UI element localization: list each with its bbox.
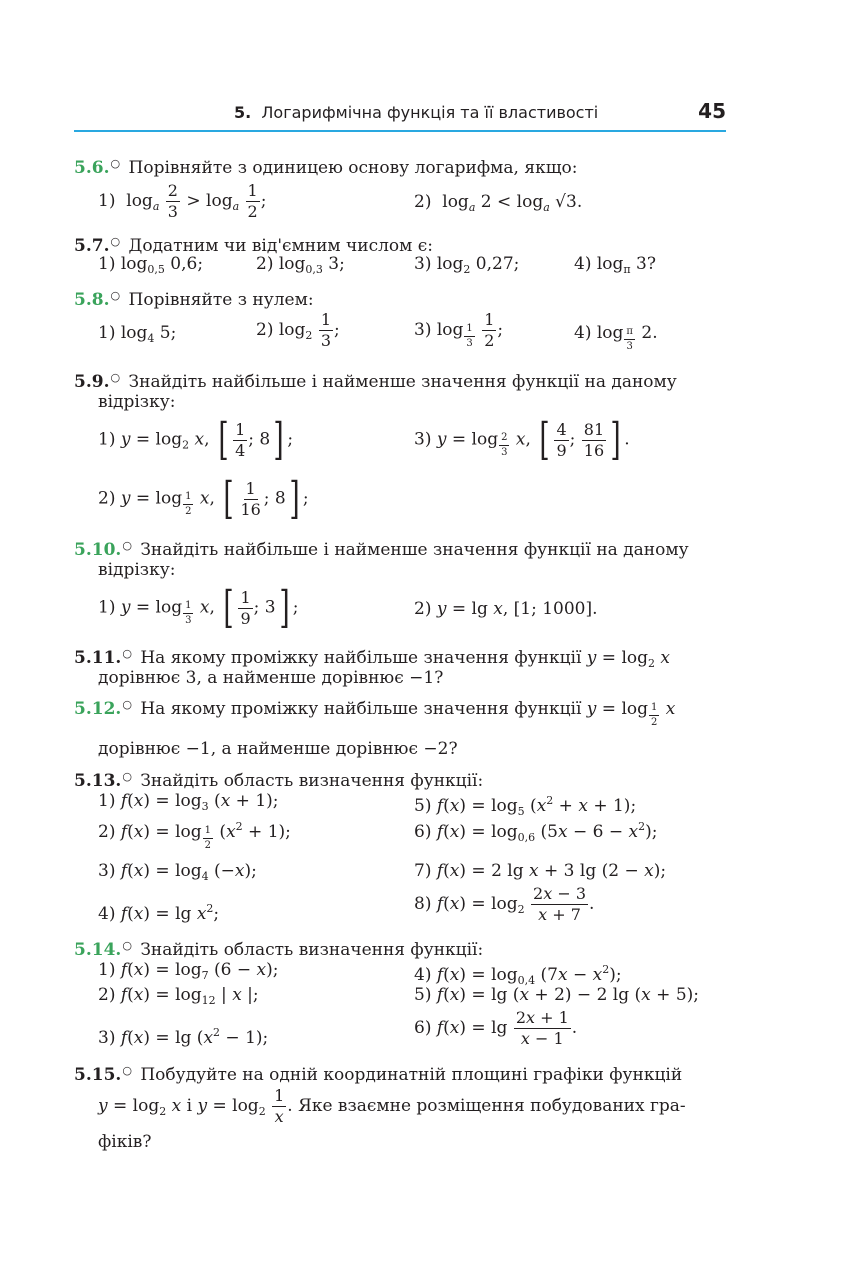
exercise-5-10: 5.10.○ Знайдіть найбільше і найменше значення функції на даному xyxy=(74,539,689,560)
exercise-5-8: 5.8.○ Порівняйте з нулем: xyxy=(74,289,314,310)
task-5-9-3: 3) y = log $_{\frac{2}{3}}$ x, [ $\frac{4}{9}$ ; $\frac{81}{16}$ ] . xyxy=(414,414,630,465)
exercise-5-13: 5.13.○ Знайдіть область визначення функції: xyxy=(74,770,484,791)
task-5-8-3: 3) log $_{\frac{1}{3}}$ $\frac{1}{2}$ ; xyxy=(414,310,504,350)
exercise-text-cont: фіків? xyxy=(98,1132,152,1152)
task-5-13-4: 4) $f(x) = \lg x^2$; xyxy=(98,902,220,924)
exercise-5-11: 5.11.○ На якому проміжку найбільше значення функції $y = \log_2 x$ xyxy=(74,647,671,670)
exercise-5-9: 5.9.○ Знайдіть найбільше і найменше значення функції на даному xyxy=(74,371,677,392)
task-5-6-2: 2) $\log_a 2 < \log_a √3$. xyxy=(414,192,583,214)
exercise-number: 5.13. xyxy=(74,771,122,791)
exercise-text: Побудуйте на одній координатній площині графіки функцій xyxy=(140,1065,683,1085)
task-5-7-3: 3) $\log_2 0,27$; xyxy=(414,254,520,276)
task-5-14-4: 4) $f(x) = \log_{0,4} (7x - x^2)$; xyxy=(414,963,622,987)
page-number: 45 xyxy=(698,99,726,123)
task-5-14-2: 2) $f(x) = \log_{12}$ | x |; xyxy=(98,985,259,1007)
formula: y = log $_{\frac{1}{2}}$ x xyxy=(586,699,676,728)
exercise-text: Додатним чи від'ємним числом є: xyxy=(128,236,434,256)
exercise-5-14: 5.14.○ Знайдіть область визначення функції: xyxy=(74,939,484,960)
task-5-13-5: 5) $f(x) = \log_5 (x^2 + x + 1)$; xyxy=(414,794,637,818)
exercise-text-cont: дорівнює 3, а найменше дорівнює −1? xyxy=(98,668,444,688)
task-5-14-5: 5) f(x) = lg (x + 2) − 2 lg (x + 5); xyxy=(414,985,699,1005)
exercise-number: 5.7. xyxy=(74,236,110,256)
exercise-text: Знайдіть область визначення функції: xyxy=(140,940,484,960)
task-5-14-3: 3) $f(x) = \lg (x^2 - 1)$; xyxy=(98,1026,269,1048)
task-5-13-6: 6) $f(x) = \log_{0,6} (5x - 6 - x^2)$; xyxy=(414,820,658,844)
exercise-text: Знайдіть найбільше і найменше значення функції на даному xyxy=(128,372,677,392)
task-5-14-6: 6) f(x) = lg $\frac{2x + 1}{x - 1}$ . xyxy=(414,1008,578,1048)
task-5-10-2: 2) y = lg x, [1; 1000]. xyxy=(414,599,598,619)
task-5-8-2: 2) $\log_2$ $\frac{1}{3}$ ; xyxy=(256,310,340,350)
exercise-text: Порівняйте з нулем: xyxy=(128,290,314,310)
task-5-8-1: 1) $\log_4 5$; xyxy=(98,323,177,345)
task-5-6-1: 1) $\log_a$ $\frac{2}{3}$ > $\log_a$ $\frac{1}{2}$ ; xyxy=(98,181,267,221)
formula: $y = \log_2 x$ xyxy=(586,648,671,670)
chapter-title xyxy=(234,103,598,122)
exercise-text: Знайдіть найбільше і найменше значення функції на даному xyxy=(140,540,689,560)
exercise-number: 5.11. xyxy=(74,648,122,668)
task-5-7-1: 1) $\log_{0,5} 0,6$; xyxy=(98,254,204,276)
exercise-text: Порівняйте з одиницею основу логарифма, якщо: xyxy=(128,158,578,178)
exercise-text-cont: відрізку: xyxy=(98,392,176,412)
exercise-5-15: 5.15.○ Побудуйте на одній координатній площині графіки функцій xyxy=(74,1064,683,1085)
task-5-8-4: 4) log $_{\frac{\pi}{3}}$ 2. xyxy=(574,323,658,352)
task-5-7-2: 2) $\log_{0,3} 3$; xyxy=(256,254,345,276)
task-5-13-7: 7) f(x) = 2 lg x + 3 lg (2 − x); xyxy=(414,861,667,881)
exercise-number: 5.8. xyxy=(74,290,110,310)
task-5-9-1: 1) $y = \log_2 x$, [ $\frac{1}{4}$ ; 8] ; xyxy=(98,414,294,465)
task-5-13-8: 8) $f(x) = \log_2$ $\frac{2x - 3}{x + 7}$ . xyxy=(414,884,595,924)
exercise-number: 5.12. xyxy=(74,699,122,719)
exercise-text: На якому проміжку найбільше значення функції xyxy=(140,699,582,719)
exercise-number: 5.6. xyxy=(74,158,110,178)
task-5-13-2: 2) f(x) = log $_{\frac{1}{2}}$ $(x^2 + 1)$; xyxy=(98,820,291,851)
exercise-5-6: 5.6.○ Порівняйте з одиницею основу логарифма, якщо: xyxy=(74,157,578,178)
chapter-title-text: Логарифмічна функція та її властивості xyxy=(261,103,599,122)
exercise-number: 5.9. xyxy=(74,372,110,392)
exercise-text-cont: відрізку: xyxy=(98,560,176,580)
exercise-5-15-formula: $y = \log_2 x$ і $y = \log_2$ $\frac{1}{x}$ . Яке взаємне розміщення побудованих гра- xyxy=(98,1086,686,1126)
exercise-number: 5.14. xyxy=(74,940,122,960)
exercise-text: На якому проміжку найбільше значення функції xyxy=(140,648,582,668)
task-5-9-2: 2) y = log $_{\frac{1}{2}}$ x, [ $\frac{1}{16}$ ; 8] ; xyxy=(98,473,309,524)
task-5-10-1: 1) y = log $_{\frac{1}{3}}$ x, [ $\frac{1}{9}$ ; 3] ; xyxy=(98,582,299,633)
exercise-5-12: 5.12.○ На якому проміжку найбільше значення функції y = log $_{\frac{1}{2}}$ x xyxy=(74,698,676,728)
exercise-text-cont: дорівнює −1, а найменше дорівнює −2? xyxy=(98,739,458,759)
exercise-text: Знайдіть область визначення функції: xyxy=(140,771,484,791)
page-header xyxy=(74,98,726,132)
task-5-13-1: 1) $f(x) = \log_3 (x + 1)$; xyxy=(98,791,279,813)
task-5-14-1: 1) $f(x) = \log_7 (6 - x)$; xyxy=(98,960,279,982)
exercise-number: 5.10. xyxy=(74,540,122,560)
exercise-text-cont: Яке взаємне розміщення побудованих гра- xyxy=(298,1096,686,1116)
task-5-13-3: 3) $f(x) = \log_4 (-x)$; xyxy=(98,861,257,883)
task-5-7-4: 4) $\log_\pi 3$? xyxy=(574,254,656,276)
exercise-5-7: 5.7.○ Додатним чи від'ємним числом є: xyxy=(74,235,434,256)
exercise-number: 5.15. xyxy=(74,1065,122,1085)
chapter-number: 5. xyxy=(234,103,252,122)
